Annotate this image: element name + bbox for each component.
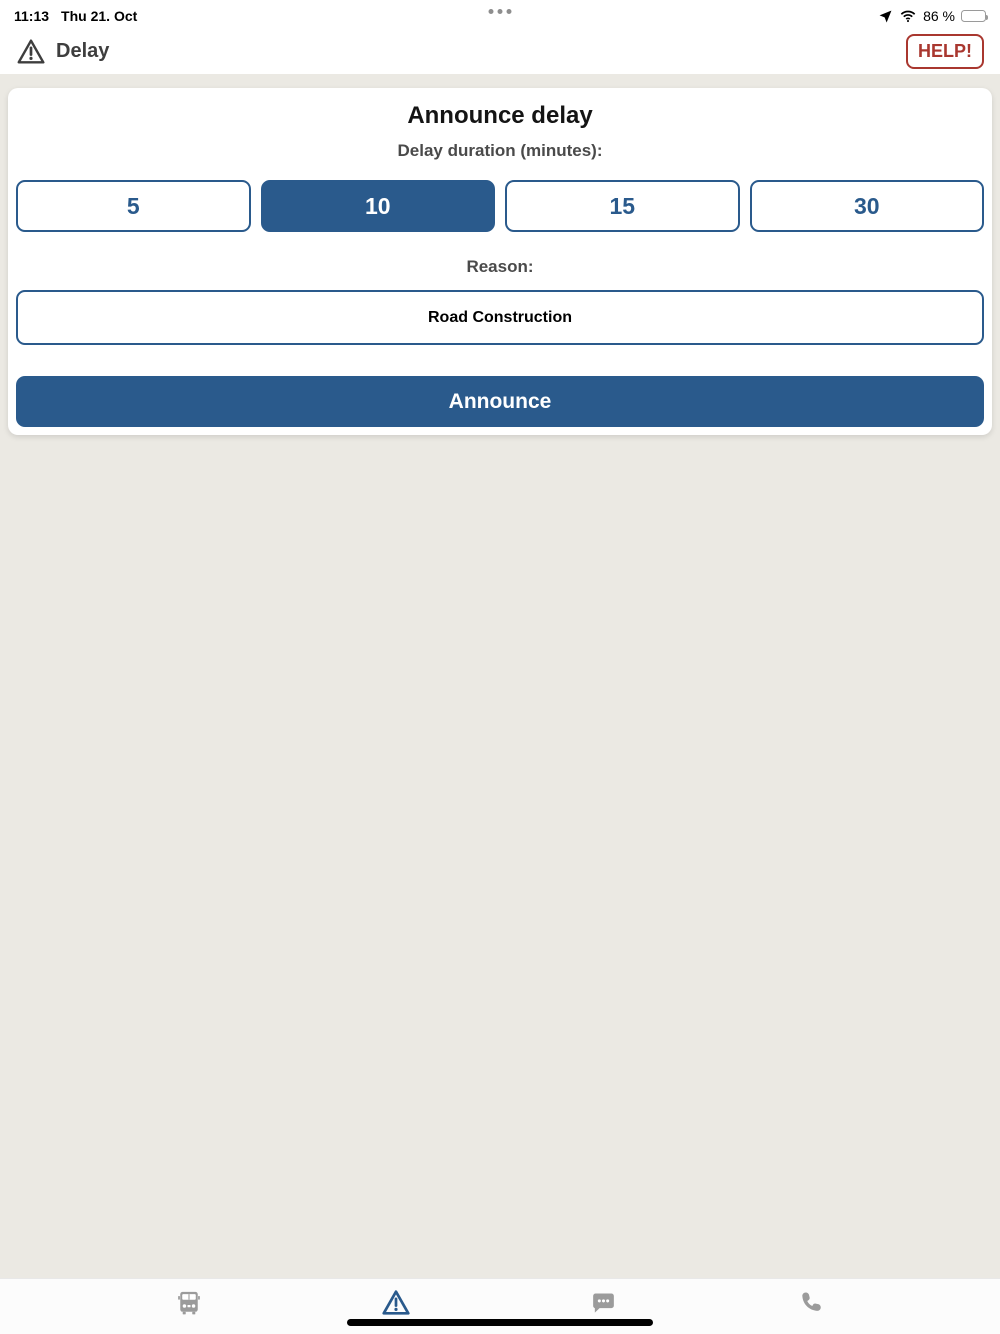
nav-bar <box>0 28 1000 74</box>
battery-icon <box>961 10 986 22</box>
multitask-dots-icon[interactable] <box>489 9 512 14</box>
duration-button-5[interactable]: 5 <box>16 180 251 232</box>
duration-button-row <box>16 180 984 232</box>
location-arrow-icon <box>878 9 893 24</box>
card-title: Announce delay <box>407 102 593 129</box>
duration-button-15[interactable]: 15 <box>505 180 740 232</box>
phone-icon <box>798 1289 824 1315</box>
warning-triangle-icon <box>16 38 46 65</box>
duration-button-30[interactable]: 30 <box>750 180 985 232</box>
content-area <box>0 74 1000 1278</box>
status-time: 11:13 <box>14 8 50 24</box>
chat-bubble-icon <box>590 1289 617 1316</box>
tab-bar <box>0 1278 1000 1334</box>
announce-delay-card <box>8 88 992 435</box>
home-indicator[interactable] <box>347 1319 653 1326</box>
tab-bus[interactable] <box>85 1279 293 1334</box>
status-bar <box>0 0 1000 28</box>
wifi-icon <box>899 9 917 23</box>
help-button[interactable]: HELP! <box>906 34 984 69</box>
bus-icon <box>175 1289 203 1317</box>
duration-label: Delay duration (minutes): <box>397 141 603 160</box>
reason-select-button[interactable]: Road Construction <box>16 290 984 345</box>
warning-triangle-icon <box>381 1289 411 1316</box>
battery-percent: 86 % <box>923 8 955 24</box>
status-indicators <box>878 4 986 24</box>
announce-button[interactable]: Announce <box>16 376 984 427</box>
duration-button-10[interactable]: 10 <box>261 180 496 232</box>
status-time-date <box>14 4 137 24</box>
reason-label: Reason: <box>466 257 534 276</box>
tab-phone[interactable] <box>708 1279 916 1334</box>
page-title: Delay <box>56 39 110 62</box>
status-date: Thu 21. Oct <box>61 8 138 24</box>
